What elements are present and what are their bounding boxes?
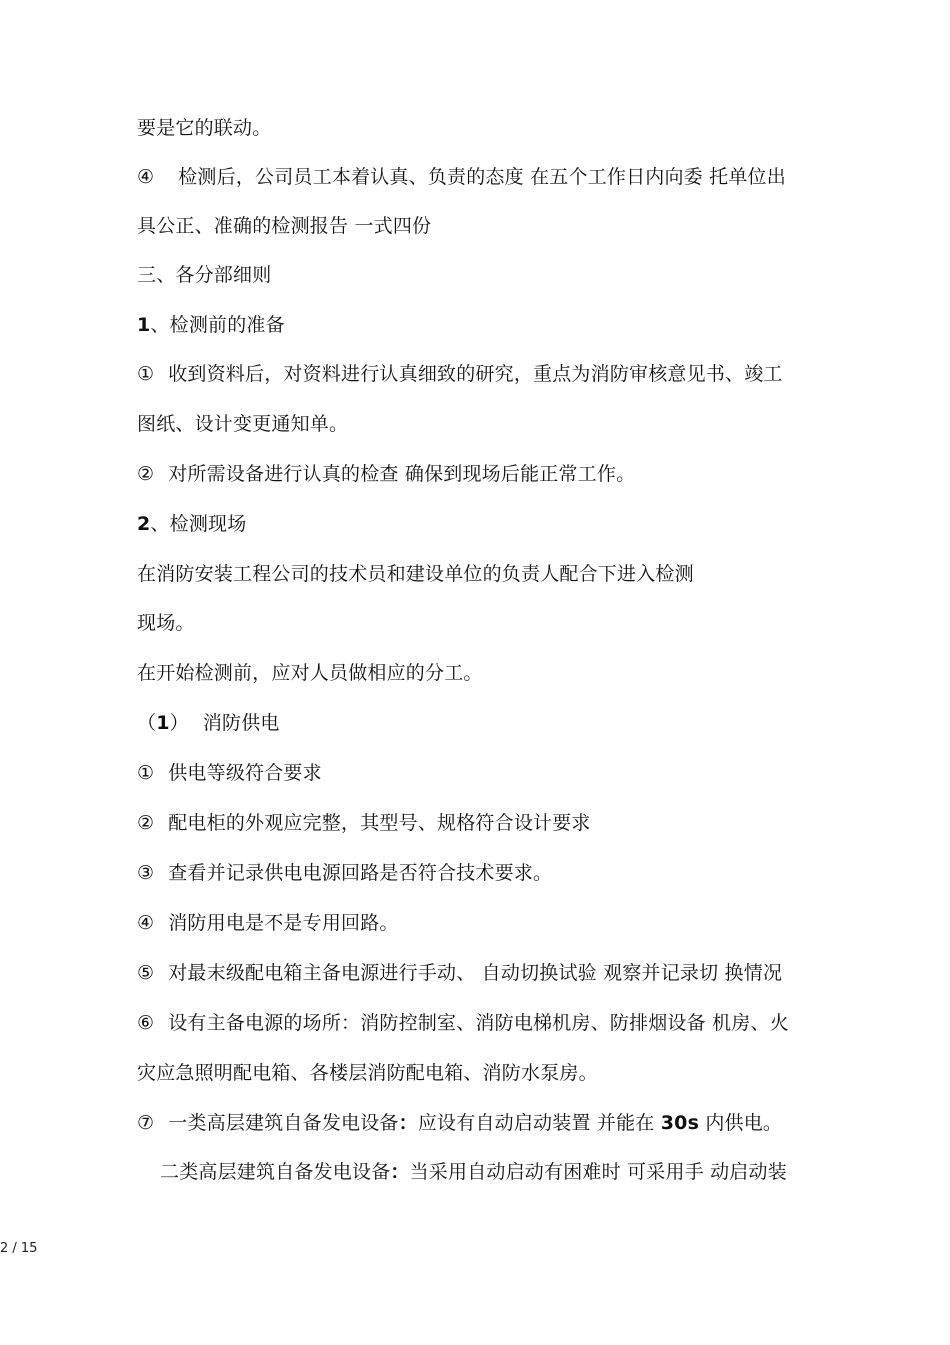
- circled-marker: ⑤: [137, 962, 155, 984]
- subsection-heading-2: [137, 509, 246, 539]
- line-text: 在开始检测前，应对人员做相应的分工。: [137, 662, 483, 684]
- text-line-7: [137, 409, 348, 439]
- line-text: 具公正、准确的检测报告 一式四份: [137, 215, 432, 237]
- text-line-16: [137, 858, 552, 888]
- item-heading-1: [137, 708, 280, 738]
- subsection-number: 1: [137, 314, 151, 336]
- line-text: 消防供电: [202, 712, 280, 734]
- circled-marker: ①: [137, 363, 155, 385]
- text-line-11: [137, 608, 195, 638]
- text-line-17: [137, 908, 399, 938]
- line-text: 检测后，公司员工本着认真、负责的态度 在五个工作日内向委 托单位出: [178, 166, 786, 188]
- text-line-6: [137, 359, 783, 389]
- line-text: 查看并记录供电电源回路是否符合技术要求。: [168, 862, 553, 884]
- text-line-14: [137, 758, 322, 788]
- line-text: 要是它的联动。: [137, 117, 272, 139]
- paren-open: （: [137, 712, 157, 734]
- paren-close: ）: [169, 712, 189, 734]
- line-text: 供电等级符合要求: [168, 762, 322, 784]
- text-line-3: [137, 211, 431, 241]
- text-line-15: [137, 808, 591, 838]
- circled-marker: ①: [137, 762, 155, 784]
- circled-marker: ④: [137, 166, 155, 188]
- circled-marker: ⑦: [137, 1112, 155, 1134]
- line-text: 当采用自动启动有困难时 可采用手 动启动装: [409, 1161, 787, 1183]
- time-value: 30s: [660, 1112, 700, 1134]
- line-text: 收到资料后，对资料进行认真细致的研究，重点为消防审核意见书、竣工: [168, 363, 783, 385]
- text-line-10: [137, 559, 694, 589]
- text-line-20: [137, 1058, 598, 1088]
- circled-marker: ⑥: [137, 1012, 155, 1034]
- text-line-18: [137, 958, 782, 988]
- line-text: 对最末级配电箱主备电源进行手动、 自动切换试验 观察并记录切 换情况: [168, 962, 783, 984]
- line-text: 内供电。: [699, 1112, 783, 1134]
- line-text: 在消防安装工程公司的技术员和建设单位的负责人配合下进入检测: [137, 563, 694, 585]
- text-line-8: [137, 459, 635, 489]
- subsection-heading-1: [137, 310, 285, 340]
- circled-marker: ④: [137, 912, 155, 934]
- text-line-12: [137, 658, 483, 688]
- colon: ：: [398, 1112, 418, 1134]
- line-text: 配电柜的外观应完整，其型号、规格符合设计要求: [168, 812, 591, 834]
- text-line-1: [137, 113, 271, 143]
- text-line-2: [137, 162, 786, 192]
- line-text: 对所需设备进行认真的检查 确保到现场后能正常工作。: [168, 463, 636, 485]
- line-text: 消防用电是不是专用回路。: [168, 912, 399, 934]
- line-text: 设有主备电源的场所：消防控制室、消防电梯机房、防排烟设备 机房、火: [168, 1012, 789, 1034]
- page-number: 2 / 15: [0, 1241, 38, 1256]
- line-text: 、检测现场: [150, 513, 247, 535]
- colon: ：: [390, 1161, 410, 1183]
- line-text: 一类高层建筑自备发电设备: [168, 1112, 399, 1134]
- text-line-19: [137, 1008, 789, 1038]
- text-line-22: [160, 1157, 787, 1187]
- line-text: 二类高层建筑自备发电设备: [160, 1161, 391, 1183]
- subsection-number: 2: [137, 513, 151, 535]
- item-number: 1: [156, 712, 170, 734]
- line-text: 图纸、设计变更通知单。: [137, 413, 349, 435]
- circled-marker: ②: [137, 812, 155, 834]
- circled-marker: ③: [137, 862, 155, 884]
- line-text: 应设有自动启动装置 并能在: [417, 1112, 661, 1134]
- line-text: 现场。: [137, 612, 195, 634]
- line-text: 灾应急照明配电箱、各楼层消防配电箱、消防水泵房。: [137, 1062, 598, 1084]
- line-text: 、检测前的准备: [150, 314, 285, 336]
- circled-marker: ②: [137, 463, 155, 485]
- line-text: 三、各分部细则: [137, 264, 272, 286]
- section-heading: [137, 260, 271, 290]
- text-line-21: [137, 1108, 782, 1138]
